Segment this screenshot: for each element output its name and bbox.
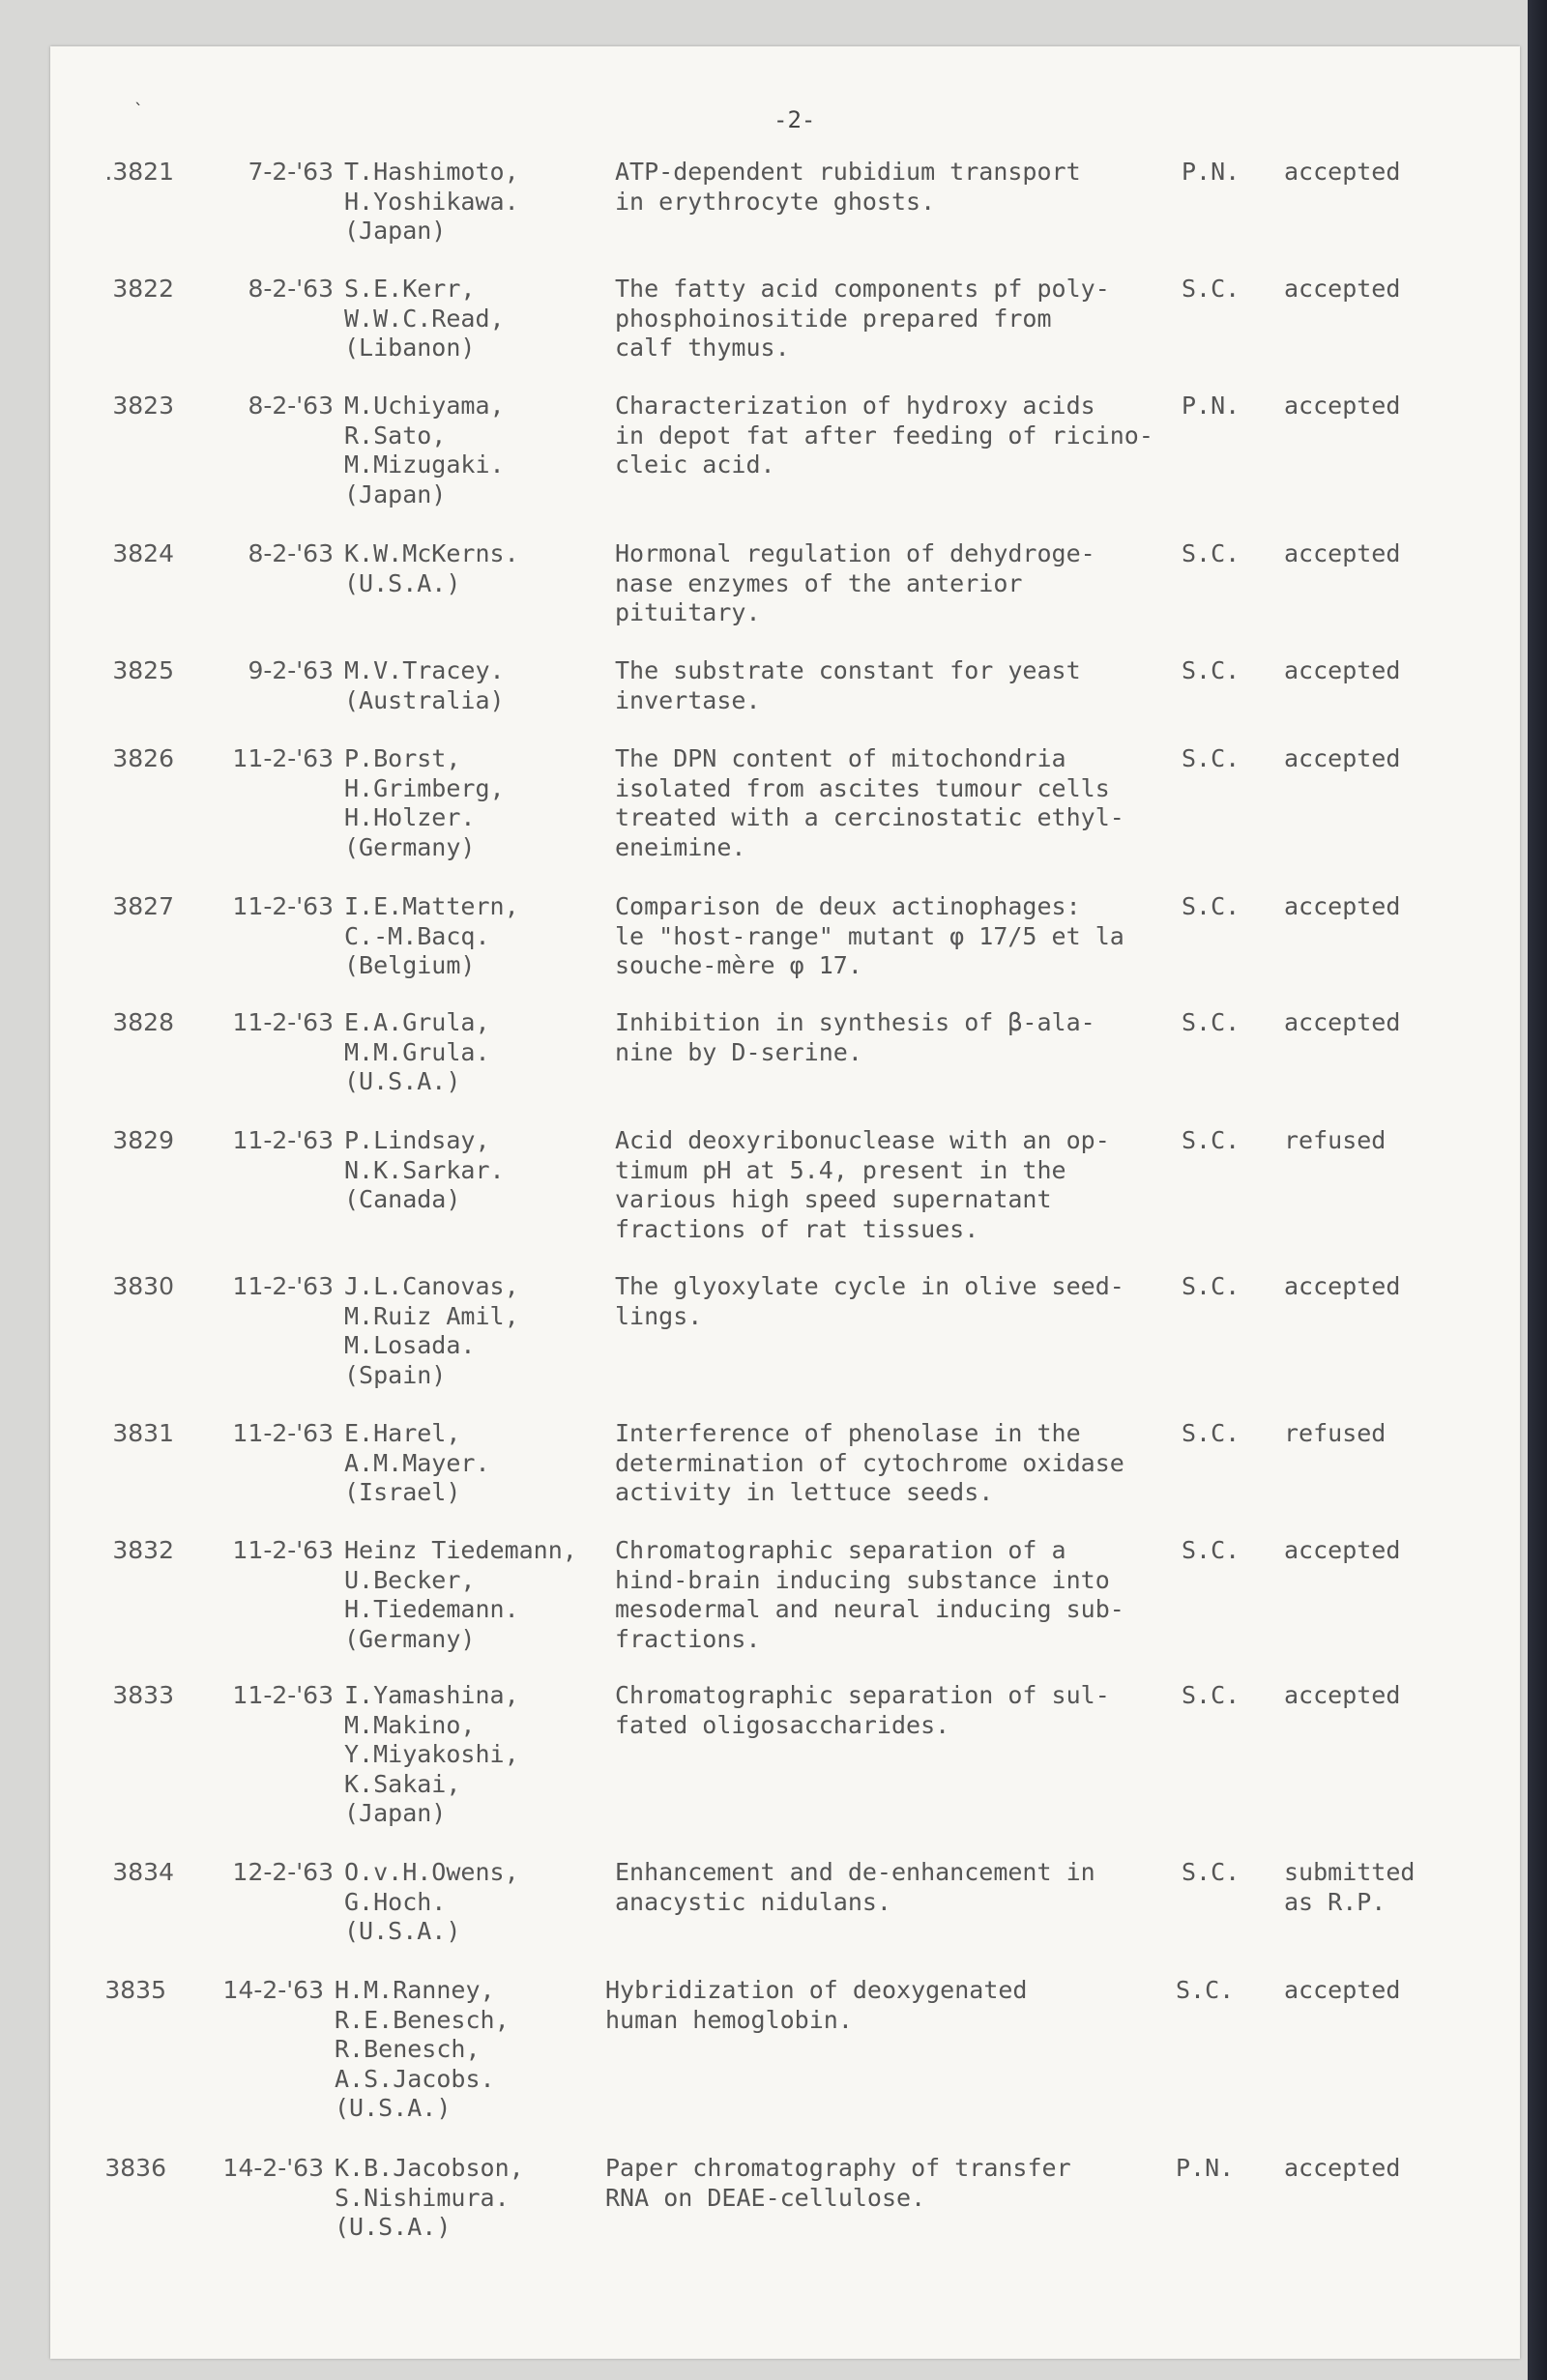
entry-category: S.C. <box>1182 1858 1241 1886</box>
entry-category: S.C. <box>1182 1008 1241 1036</box>
entry-category: S.C. <box>1182 1419 1241 1447</box>
entry-title: Comparison de deux actinophages: le "host-range" mutant φ 17/5 et la souche-mère φ 17. <box>615 892 1124 979</box>
entry-date: 14-2-'63 <box>222 2154 324 2182</box>
entry-number: 3822 <box>112 275 174 303</box>
page-number: -2- <box>774 106 816 133</box>
entry-title: Hybridization of deoxygenated human hemoglobin. <box>605 1976 1028 2034</box>
entry-date: 11-2-'63 <box>232 1681 334 1709</box>
entry-category: P.N. <box>1182 392 1241 420</box>
entry-authors: P.Lindsay, N.K.Sarkar. (Canada) <box>344 1126 505 1213</box>
entry-title: Chromatographic separation of sul- fated oligosaccharides. <box>615 1681 1110 1739</box>
entry-date: 11-2-'63 <box>232 1008 334 1036</box>
entry-status: accepted <box>1284 2154 1401 2182</box>
entry-title: Interference of phenolase in the determination of cytochrome oxidase activity in lettuce seeds. <box>615 1419 1124 1506</box>
entry-authors: I.Yamashina, M.Makino, Y.Miyakoshi, K.Sakai, (Japan) <box>344 1681 519 1827</box>
entry-title: The glyoxylate cycle in olive seed- lings. <box>615 1272 1124 1330</box>
entry-date: 8-2-'63 <box>248 392 334 420</box>
entry-authors: J.L.Canovas, M.Ruiz Amil, M.Losada. (Spain) <box>344 1272 519 1389</box>
entry-authors: E.Harel, A.M.Mayer. (Israel) <box>344 1419 490 1506</box>
entry-category: S.C. <box>1176 1976 1235 2004</box>
entry-category: S.C. <box>1182 275 1241 303</box>
entry-number: 3830 <box>112 1272 174 1300</box>
entry-title: Enhancement and de-enhancement in anacystic nidulans. <box>615 1858 1095 1916</box>
entry-category: P.N. <box>1182 158 1241 186</box>
entry-status: accepted <box>1284 744 1401 772</box>
entry-date: 11-2-'63 <box>232 1419 334 1447</box>
entry-number: 3835 <box>104 1976 166 2004</box>
entry-title: Acid deoxyribonuclease with an op- timum pH at 5.4, present in the various high speed supernatant fractions of rat tissues. <box>615 1126 1110 1243</box>
entry-number: 3836 <box>104 2154 166 2182</box>
entry-number: 3827 <box>112 892 174 920</box>
entry-title: Paper chromatography of transfer RNA on DEAE-cellulose. <box>605 2154 1071 2212</box>
entry-category: S.C. <box>1182 892 1241 920</box>
entry-status: accepted <box>1284 1536 1401 1564</box>
entry-category: S.C. <box>1182 656 1241 684</box>
entry-date: 11-2-'63 <box>232 892 334 920</box>
entry-category: S.C. <box>1182 1126 1241 1154</box>
entry-authors: O.v.H.Owens, G.Hoch. (U.S.A.) <box>344 1858 519 1945</box>
entry-status: accepted <box>1284 1976 1401 2004</box>
entry-date: 12-2-'63 <box>232 1858 334 1886</box>
entry-authors: H.M.Ranney, R.E.Benesch, R.Benesch, A.S.Jacobs. (U.S.A.) <box>335 1976 510 2122</box>
entry-status: accepted <box>1284 1272 1401 1300</box>
entry-date: 11-2-'63 <box>232 1126 334 1154</box>
entry-status: accepted <box>1284 656 1401 684</box>
entry-authors: I.E.Mattern, C.-M.Bacq. (Belgium) <box>344 892 519 979</box>
entry-number: .3821 <box>104 158 174 186</box>
entry-authors: S.E.Kerr, W.W.C.Read, (Libanon) <box>344 275 505 362</box>
entry-title: Inhibition in synthesis of β-ala- nine by D-serine. <box>615 1008 1095 1066</box>
entry-category: S.C. <box>1182 1536 1241 1564</box>
entry-date: 11-2-'63 <box>232 744 334 772</box>
entry-status: refused <box>1284 1126 1386 1154</box>
entry-title: The substrate constant for yeast invertase. <box>615 656 1081 714</box>
entry-number: 3832 <box>112 1536 174 1564</box>
entry-number: 3829 <box>112 1126 174 1154</box>
entry-date: 7-2-'63 <box>248 158 334 186</box>
entry-category: P.N. <box>1176 2154 1235 2182</box>
entry-number: 3826 <box>112 744 174 772</box>
entry-number: 3823 <box>112 392 174 420</box>
entry-number: 3834 <box>112 1858 174 1886</box>
entry-title: Characterization of hydroxy acids in depot fat after feeding of ricino- cleic acid. <box>615 392 1153 479</box>
entry-number: 3828 <box>112 1008 174 1036</box>
entry-status: accepted <box>1284 539 1401 567</box>
entry-authors: M.V.Tracey. (Australia) <box>344 656 505 714</box>
page-mark: ` <box>133 101 144 121</box>
entry-authors: K.B.Jacobson, S.Nishimura. (U.S.A.) <box>335 2154 524 2241</box>
entry-category: S.C. <box>1182 539 1241 567</box>
entry-status: accepted <box>1284 392 1401 420</box>
entry-status: accepted <box>1284 158 1401 186</box>
entry-authors: P.Borst, H.Grimberg, H.Holzer. (Germany) <box>344 744 505 861</box>
entry-category: S.C. <box>1182 744 1241 772</box>
entry-status: accepted <box>1284 1008 1401 1036</box>
entry-status: accepted <box>1284 892 1401 920</box>
entry-number: 3824 <box>112 539 174 567</box>
entry-date: 8-2-'63 <box>248 539 334 567</box>
entry-number: 3833 <box>112 1681 174 1709</box>
entry-authors: T.Hashimoto, H.Yoshikawa. (Japan) <box>344 158 519 245</box>
entry-number: 3825 <box>112 656 174 684</box>
entry-title: ATP-dependent rubidium transport in erythrocyte ghosts. <box>615 158 1081 216</box>
entry-authors: Heinz Tiedemann, U.Becker, H.Tiedemann. (Germany) <box>344 1536 577 1653</box>
entry-authors: K.W.McKerns. (U.S.A.) <box>344 539 519 597</box>
entry-category: S.C. <box>1182 1272 1241 1300</box>
entry-date: 14-2-'63 <box>222 1976 324 2004</box>
entry-title: Hormonal regulation of dehydroge- nase enzymes of the anterior pituitary. <box>615 539 1095 626</box>
entry-status: refused <box>1284 1419 1386 1447</box>
entry-number: 3831 <box>112 1419 174 1447</box>
entry-title: The DPN content of mitochondria isolated from ascites tumour cells treated with a cercinostatic ethyl- eneimine. <box>615 744 1124 861</box>
background-edge <box>1528 0 1547 2380</box>
entry-status: submitted as R.P. <box>1284 1858 1416 1916</box>
entry-status: accepted <box>1284 1681 1401 1709</box>
entry-title: Chromatographic separation of a hind-brain inducing substance into mesodermal and neural inducing sub- fractions. <box>615 1536 1124 1653</box>
entry-date: 11-2-'63 <box>232 1272 334 1300</box>
entry-authors: E.A.Grula, M.M.Grula. (U.S.A.) <box>344 1008 490 1095</box>
entry-date: 8-2-'63 <box>248 275 334 303</box>
entry-date: 9-2-'63 <box>248 656 334 684</box>
entry-title: The fatty acid components pf poly- phosphoinositide prepared from calf thymus. <box>615 275 1110 362</box>
entry-authors: M.Uchiyama, R.Sato, M.Mizugaki. (Japan) <box>344 392 505 508</box>
entry-date: 11-2-'63 <box>232 1536 334 1564</box>
entry-status: accepted <box>1284 275 1401 303</box>
entry-category: S.C. <box>1182 1681 1241 1709</box>
